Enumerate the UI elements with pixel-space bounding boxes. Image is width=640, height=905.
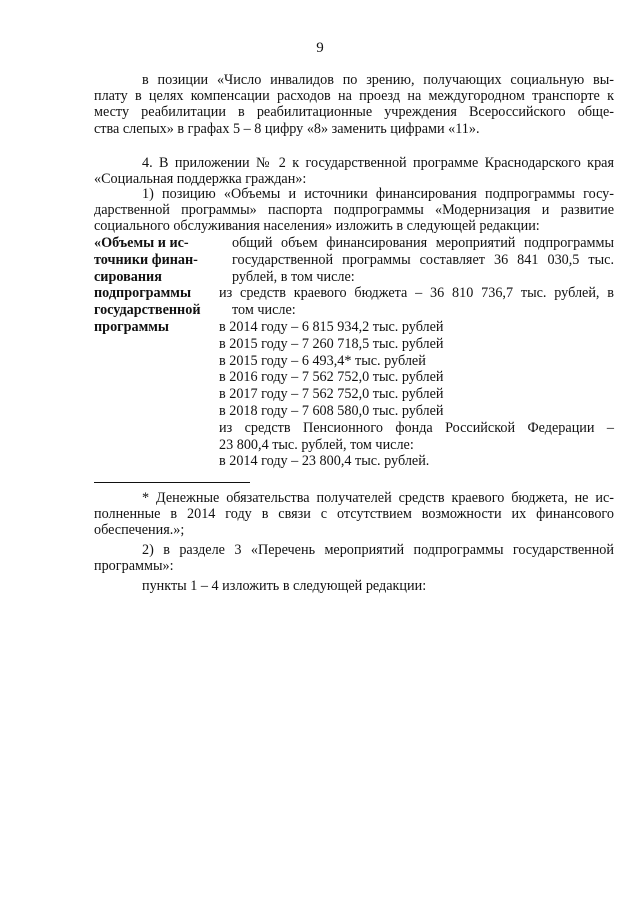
paragraph-line: месту реабилитации в реабилитационные учреждения Всероссийского обще- bbox=[94, 104, 614, 121]
paragraph-line: программы»: bbox=[94, 558, 174, 575]
passport-value bbox=[219, 235, 614, 470]
passport-label-line: «Объемы и ис- bbox=[94, 235, 189, 251]
paragraph-points-1-4 bbox=[94, 578, 614, 594]
footnote-line: * Денежные обязательства получателей средств краевого бюджета, не ис- bbox=[142, 490, 614, 506]
paragraph-line: 2) в разделе 3 «Перечень мероприятий подпрограммы государственной bbox=[142, 542, 614, 558]
paragraph-line: 4. В приложении № 2 к государственной программе Краснодарского края bbox=[142, 155, 614, 171]
paragraph-disabled-people-allowance bbox=[94, 72, 614, 137]
paragraph-line: пункты 1 – 4 изложить в следующей редакции: bbox=[142, 578, 427, 594]
paragraph-line: «Социальная поддержка граждан»: bbox=[94, 171, 307, 188]
paragraph-line: в позиции «Число инвалидов по зрению, получающих социальную вы- bbox=[142, 72, 614, 88]
paragraph-line: ства слепых» в графах 5 – 8 цифру «8» заменить цифрами «11». bbox=[94, 120, 480, 137]
total-financing-line: рублей, в том числе: bbox=[232, 268, 355, 285]
pension-fund-line: из средств Пенсионного фонда Российской Федерации – bbox=[219, 419, 614, 436]
year-amount-line: в 2017 году – 7 562 752,0 тыс. рублей bbox=[219, 386, 444, 403]
passport-label-line: подпрограммы bbox=[94, 285, 192, 302]
footnote-line: обеспечения.»; bbox=[94, 522, 185, 539]
passport-label-line: государственной bbox=[94, 302, 201, 319]
pension-fund-line: 23 800,4 тыс. рублей, том числе: bbox=[219, 436, 414, 453]
footnote bbox=[94, 490, 614, 539]
passport-label-line: программы bbox=[94, 318, 169, 335]
year-amount-line: в 2015 году – 6 493,4* тыс. рублей bbox=[219, 352, 426, 369]
total-financing-line: общий объем финансирования мероприятий подпрограммы bbox=[232, 235, 614, 251]
footnote-divider bbox=[94, 482, 250, 483]
paragraph-line: 1) позицию «Объемы и источники финансирования подпрограммы госу- bbox=[142, 186, 614, 202]
regional-budget-line: из средств краевого бюджета – 36 810 736,7 тыс. рублей, в bbox=[219, 285, 614, 302]
passport-label-line: сирования bbox=[94, 268, 162, 285]
passport-label-line: точники финан- bbox=[94, 251, 198, 268]
paragraph-line: плату в целях компенсации расходов на проезд на междугородном транспорте к bbox=[94, 88, 614, 105]
paragraph-item-1 bbox=[94, 186, 614, 235]
year-amount-line: в 2015 году – 7 260 718,5 тыс. рублей bbox=[219, 335, 444, 352]
passport-label bbox=[94, 235, 216, 336]
regional-budget-line: том числе: bbox=[232, 302, 296, 319]
page-number: 9 bbox=[316, 40, 324, 56]
footnote-line: полненные в 2014 году в связи с отсутствием возможности их финансового bbox=[94, 506, 614, 523]
year-amount-line: в 2018 году – 7 608 580,0 тыс. рублей bbox=[219, 402, 444, 419]
year-amount-line: в 2016 году – 7 562 752,0 тыс. рублей bbox=[219, 369, 444, 386]
paragraph-item-2 bbox=[94, 542, 614, 574]
paragraph-line: дарственной программы» паспорта подпрограммы «Модернизация и развитие bbox=[94, 202, 614, 219]
year-amount-line: в 2014 году – 6 815 934,2 тыс. рублей bbox=[219, 318, 444, 335]
total-financing-line: государственной программы составляет 36 841 030,5 тыс. bbox=[232, 251, 614, 268]
pension-year-line: в 2014 году – 23 800,4 тыс. рублей. bbox=[219, 453, 430, 470]
paragraph-appendix-2 bbox=[94, 155, 614, 187]
paragraph-line: социального обслуживания населения» изложить в следующей редакции: bbox=[94, 218, 540, 235]
